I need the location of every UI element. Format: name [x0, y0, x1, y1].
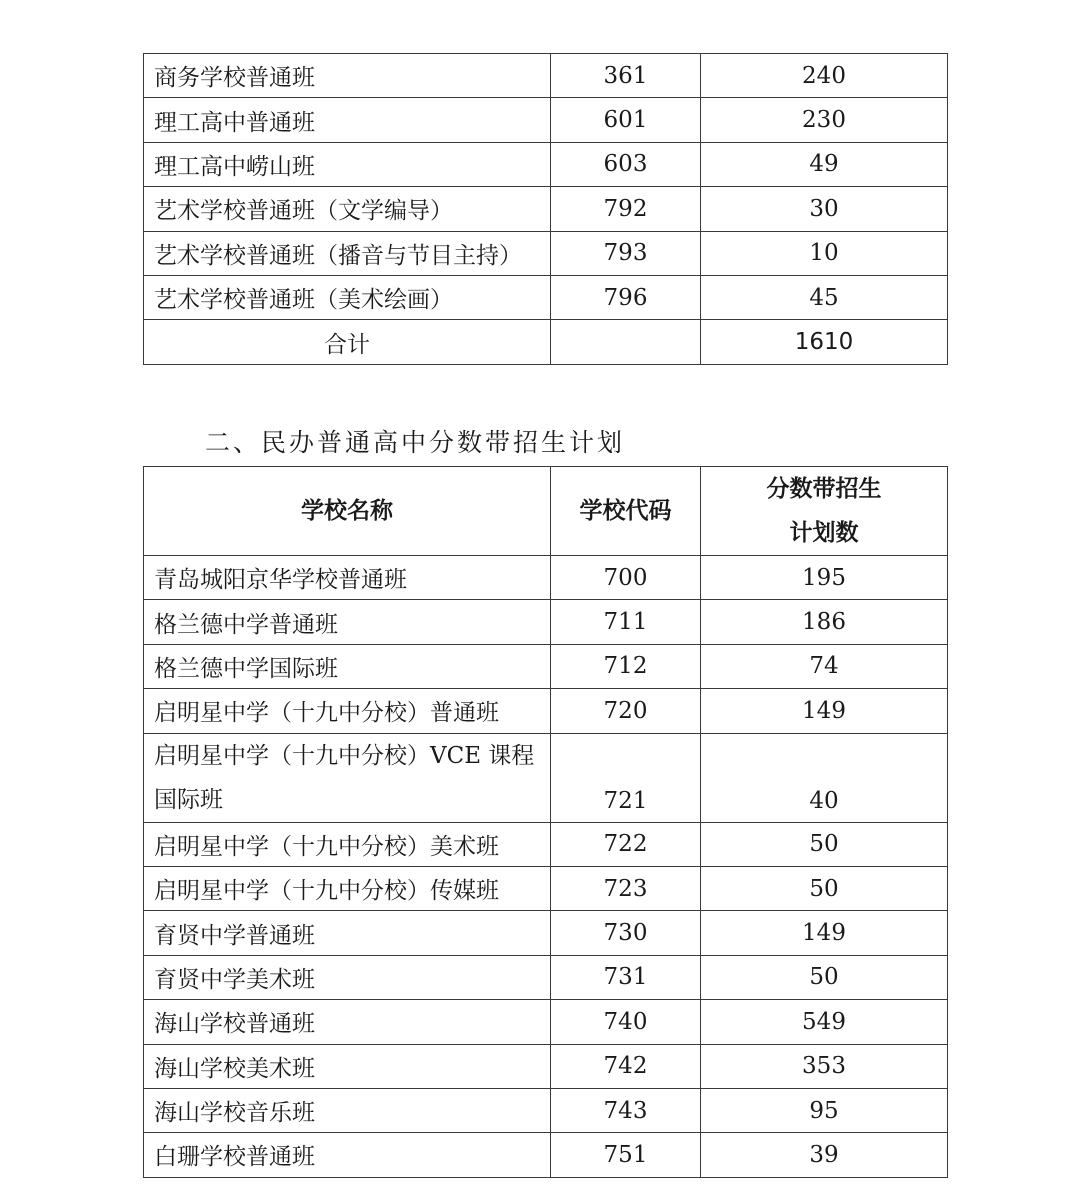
quota-count-cell: 149 — [701, 689, 948, 733]
table-row — [144, 733, 948, 822]
column-header-quota — [701, 467, 948, 556]
quota-count-cell: 10 — [701, 231, 948, 275]
school-code-cell: 603 — [551, 142, 701, 186]
school-code-cell: 740 — [551, 1000, 701, 1044]
table-row — [144, 822, 948, 866]
school-code-cell: 722 — [551, 822, 701, 866]
school-name-cell: 商务学校普通班 — [144, 54, 551, 98]
school-name-cell: 启明星中学（十九中分校）传媒班 — [144, 866, 551, 910]
school-name-cell: 育贤中学美术班 — [144, 955, 551, 999]
total-label: 合计 — [144, 320, 551, 364]
table-row — [144, 1000, 948, 1044]
section-title: 二、民办普通高中分数带招生计划 — [205, 428, 626, 457]
school-name-cell: 育贤中学普通班 — [144, 911, 551, 955]
school-name-cell: 海山学校普通班 — [144, 1000, 551, 1044]
school-code-cell: 711 — [551, 600, 701, 644]
school-code-cell: 720 — [551, 689, 701, 733]
quota-count-cell: 74 — [701, 644, 948, 688]
school-code-cell: 721 — [551, 733, 701, 822]
table-row — [144, 955, 948, 999]
school-name-cell: 艺术学校普通班（美术绘画） — [144, 275, 551, 319]
school-code-cell: 793 — [551, 231, 701, 275]
quota-count-cell: 149 — [701, 911, 948, 955]
table-row — [144, 911, 948, 955]
total-row — [144, 320, 948, 364]
quota-table-public — [143, 53, 948, 365]
school-name-cell: 理工高中崂山班 — [144, 142, 551, 186]
table-row — [144, 275, 948, 319]
table-row — [144, 142, 948, 186]
school-name-cell: 格兰德中学普通班 — [144, 600, 551, 644]
school-name-cell: 启明星中学（十九中分校）美术班 — [144, 822, 551, 866]
quota-table-private — [143, 466, 948, 1178]
school-code-cell: 730 — [551, 911, 701, 955]
school-name-cell: 启明星中学（十九中分校）VCE 课程国际班 — [144, 733, 551, 822]
table-row — [144, 689, 948, 733]
table-header-row — [144, 467, 948, 556]
quota-count-cell: 50 — [701, 866, 948, 910]
school-code-cell: 743 — [551, 1088, 701, 1132]
table-row — [144, 556, 948, 600]
school-name-cell: 启明星中学（十九中分校）普通班 — [144, 689, 551, 733]
school-code-cell: 731 — [551, 955, 701, 999]
table-row — [144, 187, 948, 231]
column-header-quota-line1: 分数带招生 — [766, 476, 882, 502]
quota-count-cell: 39 — [701, 1133, 948, 1177]
quota-count-cell: 240 — [701, 54, 948, 98]
total-value: 1610 — [701, 320, 948, 364]
quota-count-cell: 95 — [701, 1088, 948, 1132]
table-row — [144, 98, 948, 142]
school-name-cell: 理工高中普通班 — [144, 98, 551, 142]
quota-count-cell: 30 — [701, 187, 948, 231]
school-code-cell: 751 — [551, 1133, 701, 1177]
school-code-cell: 792 — [551, 187, 701, 231]
table-row — [144, 1133, 948, 1177]
school-code-cell: 742 — [551, 1044, 701, 1088]
school-code-cell: 723 — [551, 866, 701, 910]
school-name-cell: 青岛城阳京华学校普通班 — [144, 556, 551, 600]
table-row — [144, 1044, 948, 1088]
column-header-school-name: 学校名称 — [144, 467, 551, 556]
total-code-cell — [551, 320, 701, 364]
school-code-cell: 712 — [551, 644, 701, 688]
quota-count-cell: 230 — [701, 98, 948, 142]
table-row — [144, 1088, 948, 1132]
quota-count-cell: 549 — [701, 1000, 948, 1044]
quota-count-cell: 50 — [701, 822, 948, 866]
school-code-cell: 796 — [551, 275, 701, 319]
quota-count-cell: 49 — [701, 142, 948, 186]
quota-count-cell: 40 — [701, 733, 948, 822]
school-name-cell: 白珊学校普通班 — [144, 1133, 551, 1177]
school-code-cell: 700 — [551, 556, 701, 600]
school-name-cell: 艺术学校普通班（播音与节目主持） — [144, 231, 551, 275]
column-header-quota-line2: 计划数 — [789, 520, 859, 546]
column-header-school-code: 学校代码 — [551, 467, 701, 556]
table-row — [144, 231, 948, 275]
table-row — [144, 54, 948, 98]
table-row — [144, 866, 948, 910]
table-row — [144, 600, 948, 644]
quota-count-cell: 353 — [701, 1044, 948, 1088]
school-name-cell: 海山学校音乐班 — [144, 1088, 551, 1132]
quota-count-cell: 45 — [701, 275, 948, 319]
school-code-cell: 601 — [551, 98, 701, 142]
quota-count-cell: 195 — [701, 556, 948, 600]
table-row — [144, 644, 948, 688]
quota-count-cell: 186 — [701, 600, 948, 644]
school-code-cell: 361 — [551, 54, 701, 98]
quota-count-cell: 50 — [701, 955, 948, 999]
school-name-cell: 艺术学校普通班（文学编导） — [144, 187, 551, 231]
school-name-cell: 海山学校美术班 — [144, 1044, 551, 1088]
school-name-cell: 格兰德中学国际班 — [144, 644, 551, 688]
